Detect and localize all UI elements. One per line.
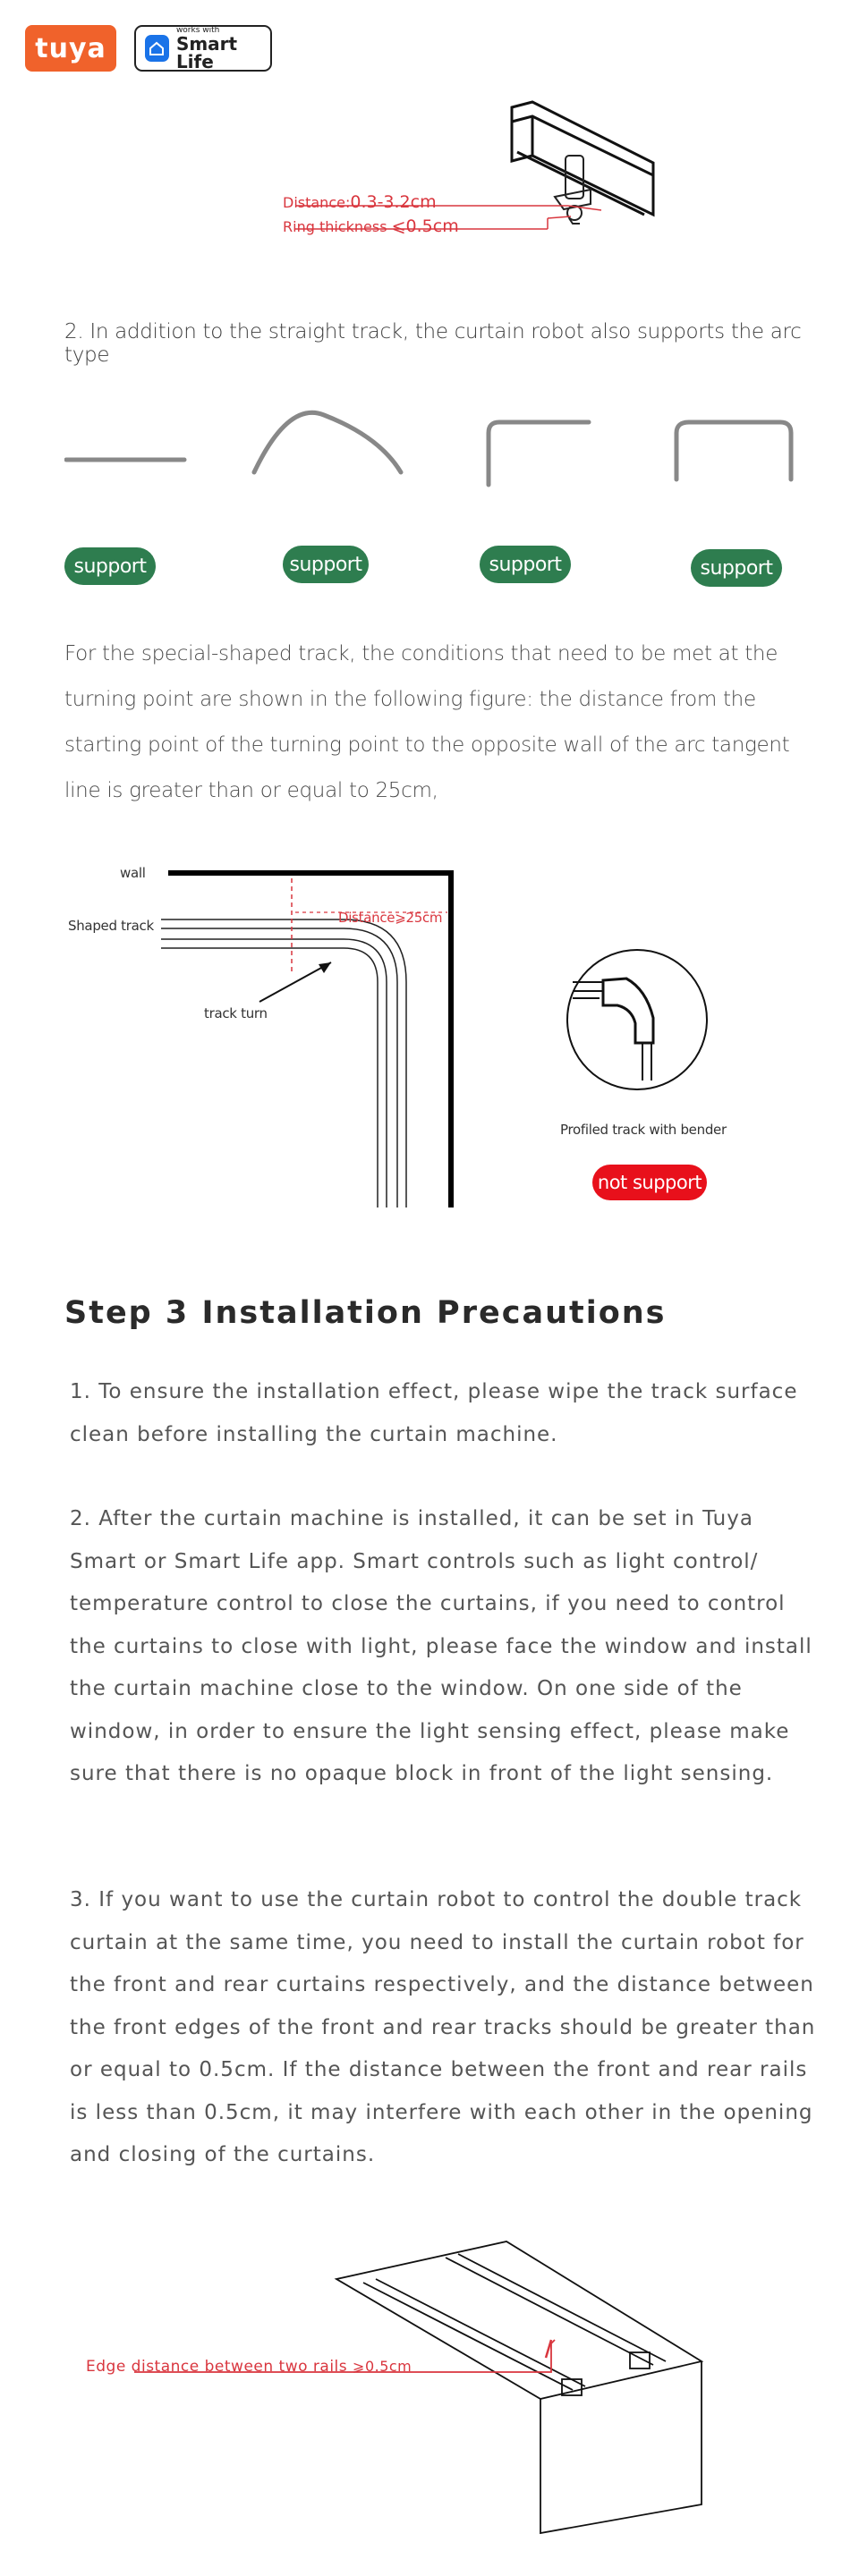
tuya-logo: tuya <box>25 25 116 72</box>
smart-life-badge <box>134 25 272 72</box>
track-types-row <box>64 410 798 499</box>
badge-big-text: Smart Life <box>175 32 238 72</box>
bender-diagram <box>564 946 712 1097</box>
ring-annotation <box>283 216 459 236</box>
distance-value: 0.3-3.2cm <box>350 192 437 212</box>
special-track-paragraph: For the special-shaped track, the conditions that need to be met at the turning point are shown in the following figure: the distance from the starting point of the turning point to the opposite wall of the arc tangent line is greater than or equal to 25cm, <box>64 642 790 802</box>
home-icon <box>145 35 169 62</box>
step3-paragraph-3: 3. If you want to use the curtain robot to control the double track curtain at the same time, you need to install the curtain robot for the front and rear curtains respectively, and the distance between the front edges of the front and rear tracks should be greater than or equal to 0.5cm. If the distance between the front and rear rails is less than 0.5cm, it may interfere with each other in the opening and closing of the curtains. <box>70 1888 816 2166</box>
edge-distance-label <box>86 2358 412 2376</box>
wall-label: wall <box>120 865 146 881</box>
step3-paragraph-2: 2. After the curtain machine is installed, it can be set in Tuya Smart or Smart Life app. Smart controls such as light control/ temperature control to close the curtains, if you need to control the curtains to close with light, please face the window and install the curtain machine close to the window. On one side of the window, in order to ensure the light sensing effect, please make sure that there is no opaque block in front of the light sensing. <box>70 1507 812 1785</box>
ring-value: ⩽0.5cm <box>391 216 459 236</box>
double-corner-track-icon <box>676 422 791 479</box>
corner-track-icon <box>489 422 589 485</box>
support-pill-2: support <box>283 546 369 583</box>
double-rail-diagram <box>72 2236 734 2540</box>
ring-label: Ring thickness <box>283 218 387 235</box>
badge-small-text: works with <box>175 25 220 35</box>
edge-distance-text: Edge distance between two rails <box>86 2358 348 2376</box>
profiled-track-label: Profiled track with bender <box>560 1122 727 1138</box>
distance-25-label: Distance⩾25cm <box>338 910 443 926</box>
distance-annotation <box>283 192 437 212</box>
distance-label: Distance: <box>283 194 351 211</box>
step3-paragraph-1: 1. To ensure the installation effect, please wipe the track surface clean before installing the curtain machine. <box>70 1380 798 1446</box>
support-pill-3: support <box>480 546 571 583</box>
arc-intro-text: 2. In addition to the straight track, the curtain robot also supports the arc type <box>64 320 802 367</box>
shaped-track-label: Shaped track <box>68 918 154 934</box>
arc-track-icon <box>254 412 401 472</box>
track-turn-label: track turn <box>204 1005 268 1021</box>
step3-title: Step 3 Installation Precautions <box>64 1295 667 1331</box>
support-pill-1: support <box>64 547 156 585</box>
support-pill-4: support <box>691 549 782 587</box>
not-support-pill: not support <box>592 1165 707 1200</box>
edge-distance-value: ⩾0.5cm <box>353 2358 412 2375</box>
